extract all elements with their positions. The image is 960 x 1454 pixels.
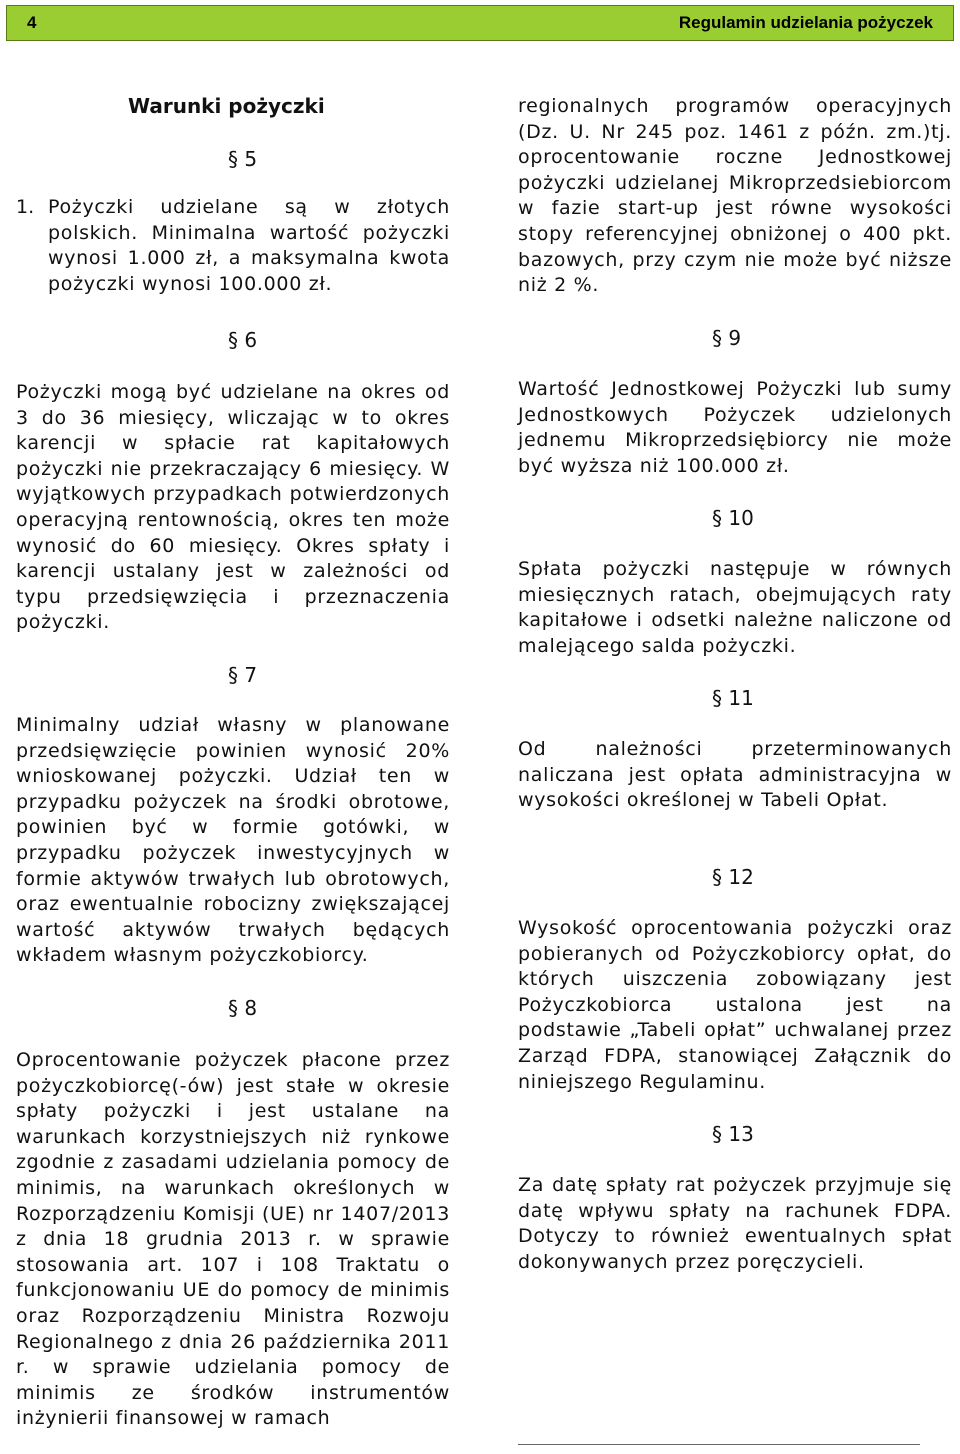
page-header: [6, 5, 954, 41]
list-item-number: 1.: [16, 196, 35, 218]
list-item: [16, 195, 450, 297]
section-13-body: [518, 1173, 952, 1275]
section-10-sign: § 10: [712, 506, 754, 530]
section-12-text: Wysokość oprocentowania pożyczki oraz pobieranych od Pożyczkobiorcy opłat, do których uiszczenia zobowiązany jest Pożyczkobiorca ustalona jest na podstawie „Tabeli opłat” uchwalanej przez Zarząd FDPA, stanowiącej Załącznik do niniejszego Regulaminu.: [518, 917, 952, 1093]
section-11-text: Od należności przeterminowanych naliczana jest opłata administracyjna w wysokości określonej w Tabeli Opłat.: [518, 738, 952, 812]
section-10-body: [518, 557, 952, 659]
section-13-sign: § 13: [712, 1122, 754, 1146]
section-5-text: Pożyczki udzielane są w złotych polskich. Minimalna wartość pożyczki wynosi 1.000 zł, a maksymalna kwota pożyczki wynosi 100.000 zł.: [48, 196, 450, 295]
section-11-body: [518, 737, 952, 814]
section-9-text: Wartość Jednostkowej Pożyczki lub sumy Jednostkowych Pożyczek udzielonych jednemu Mikroprzedsiębiorcy nie może być wyższa niż 100.000 zł.: [518, 378, 952, 477]
section-11-sign: § 11: [712, 686, 754, 710]
section-9-body: [518, 377, 952, 479]
section-12-body: [518, 916, 952, 1095]
section-7-sign: § 7: [228, 663, 258, 687]
section-8-sign: § 8: [228, 996, 258, 1020]
section-9-sign: § 9: [712, 326, 742, 350]
section-5-sign: § 5: [228, 147, 258, 171]
section-10-text: Spłata pożyczki następuje w równych miesięcznych ratach, obejmujących raty kapitałowe i odsetki należne naliczone od malejącego salda pożyczki.: [518, 558, 952, 657]
section-7-body: [16, 713, 450, 969]
section-6-body: [16, 380, 450, 636]
section-13-text: Za datę spłaty rat pożyczek przyjmuje się datę wpływu spłaty na rachunek FDPA. Dotyczy to również ewentualnych spłat dokonywanych przez poręczycieli.: [518, 1174, 952, 1273]
section-8-continuation-text: regionalnych programów operacyjnych (Dz. U. Nr 245 poz. 1461 z późn. zm.)tj. oprocentowanie roczne Jednostkowej pożyczki udzielanej Mikroprzedsiebiorcom w fazie start-up jest równe wysokości stopy referencyjnej obniżonej o 400 pkt. bazowych, przy czym nie może być niższe niż 2 %.: [518, 95, 952, 297]
section-8-body: [16, 1048, 450, 1432]
section-7-text: Minimalny udział własny w planowane przedsięwzięcie powinien wynosić 20% wnioskowanej pożyczki. Udział ten w przypadku pożyczek na środki obrotowe, powinien być w formie gotówki, w przypadku pożyczek inwestycyjnych w formie aktywów trwałych lub obrotowych, oraz ewentualnie robocizny zwiększającej wartość aktywów trwałych będących wkładem własnym pożyczkobiorcy.: [16, 714, 450, 967]
document-title: Regulamin udzielania pożyczek: [678, 13, 933, 32]
section-8-continuation: [518, 94, 952, 299]
section-8-text: Oprocentowanie pożyczek płacone przez pożyczkobiorcę(-ów) jest stałe w okresie spłaty pożyczki i jest ustalane na warunkach korzystniejszych niż rynkowe zgodnie z zasadami udzielania pomocy de minimis, na warunkach określonych w Rozporządzeniu Komisji (UE) nr 1407/2013 z dnia 18 grudnia 2013 r. w sprawie stosowania art. 107 i 108 Traktatu o funkcjonowaniu UE do pomocy de minimis oraz Rozporządzeniu Ministra Rozwoju Regionalnego z dnia 26 października 2011 r. w sprawie udzielania pomocy de minimis ze środków instrumentów inżynierii finansowej w ramach: [16, 1049, 450, 1430]
section-6-sign: § 6: [228, 328, 258, 352]
page-number: 4: [27, 13, 37, 32]
section-6-text: Pożyczki mogą być udzielane na okres od 3 do 36 miesięcy, wliczając w to okres karencji w spłacie rat kapitałowych pożyczki nie przekraczający 6 miesięcy. W wyjątkowych przypadkach potwierdzonych operacyjną rentownością, okres ten może wynosić do 60 miesięcy. Okres spłaty i karencji ustalany jest w zależności od typu przedsięwzięcia i przeznaczenia pożyczki.: [16, 381, 450, 634]
section-12-sign: § 12: [712, 865, 754, 889]
bottom-rule: [518, 1444, 920, 1445]
section-5-body: [16, 195, 450, 297]
conditions-heading: Warunki pożyczki: [128, 94, 325, 118]
